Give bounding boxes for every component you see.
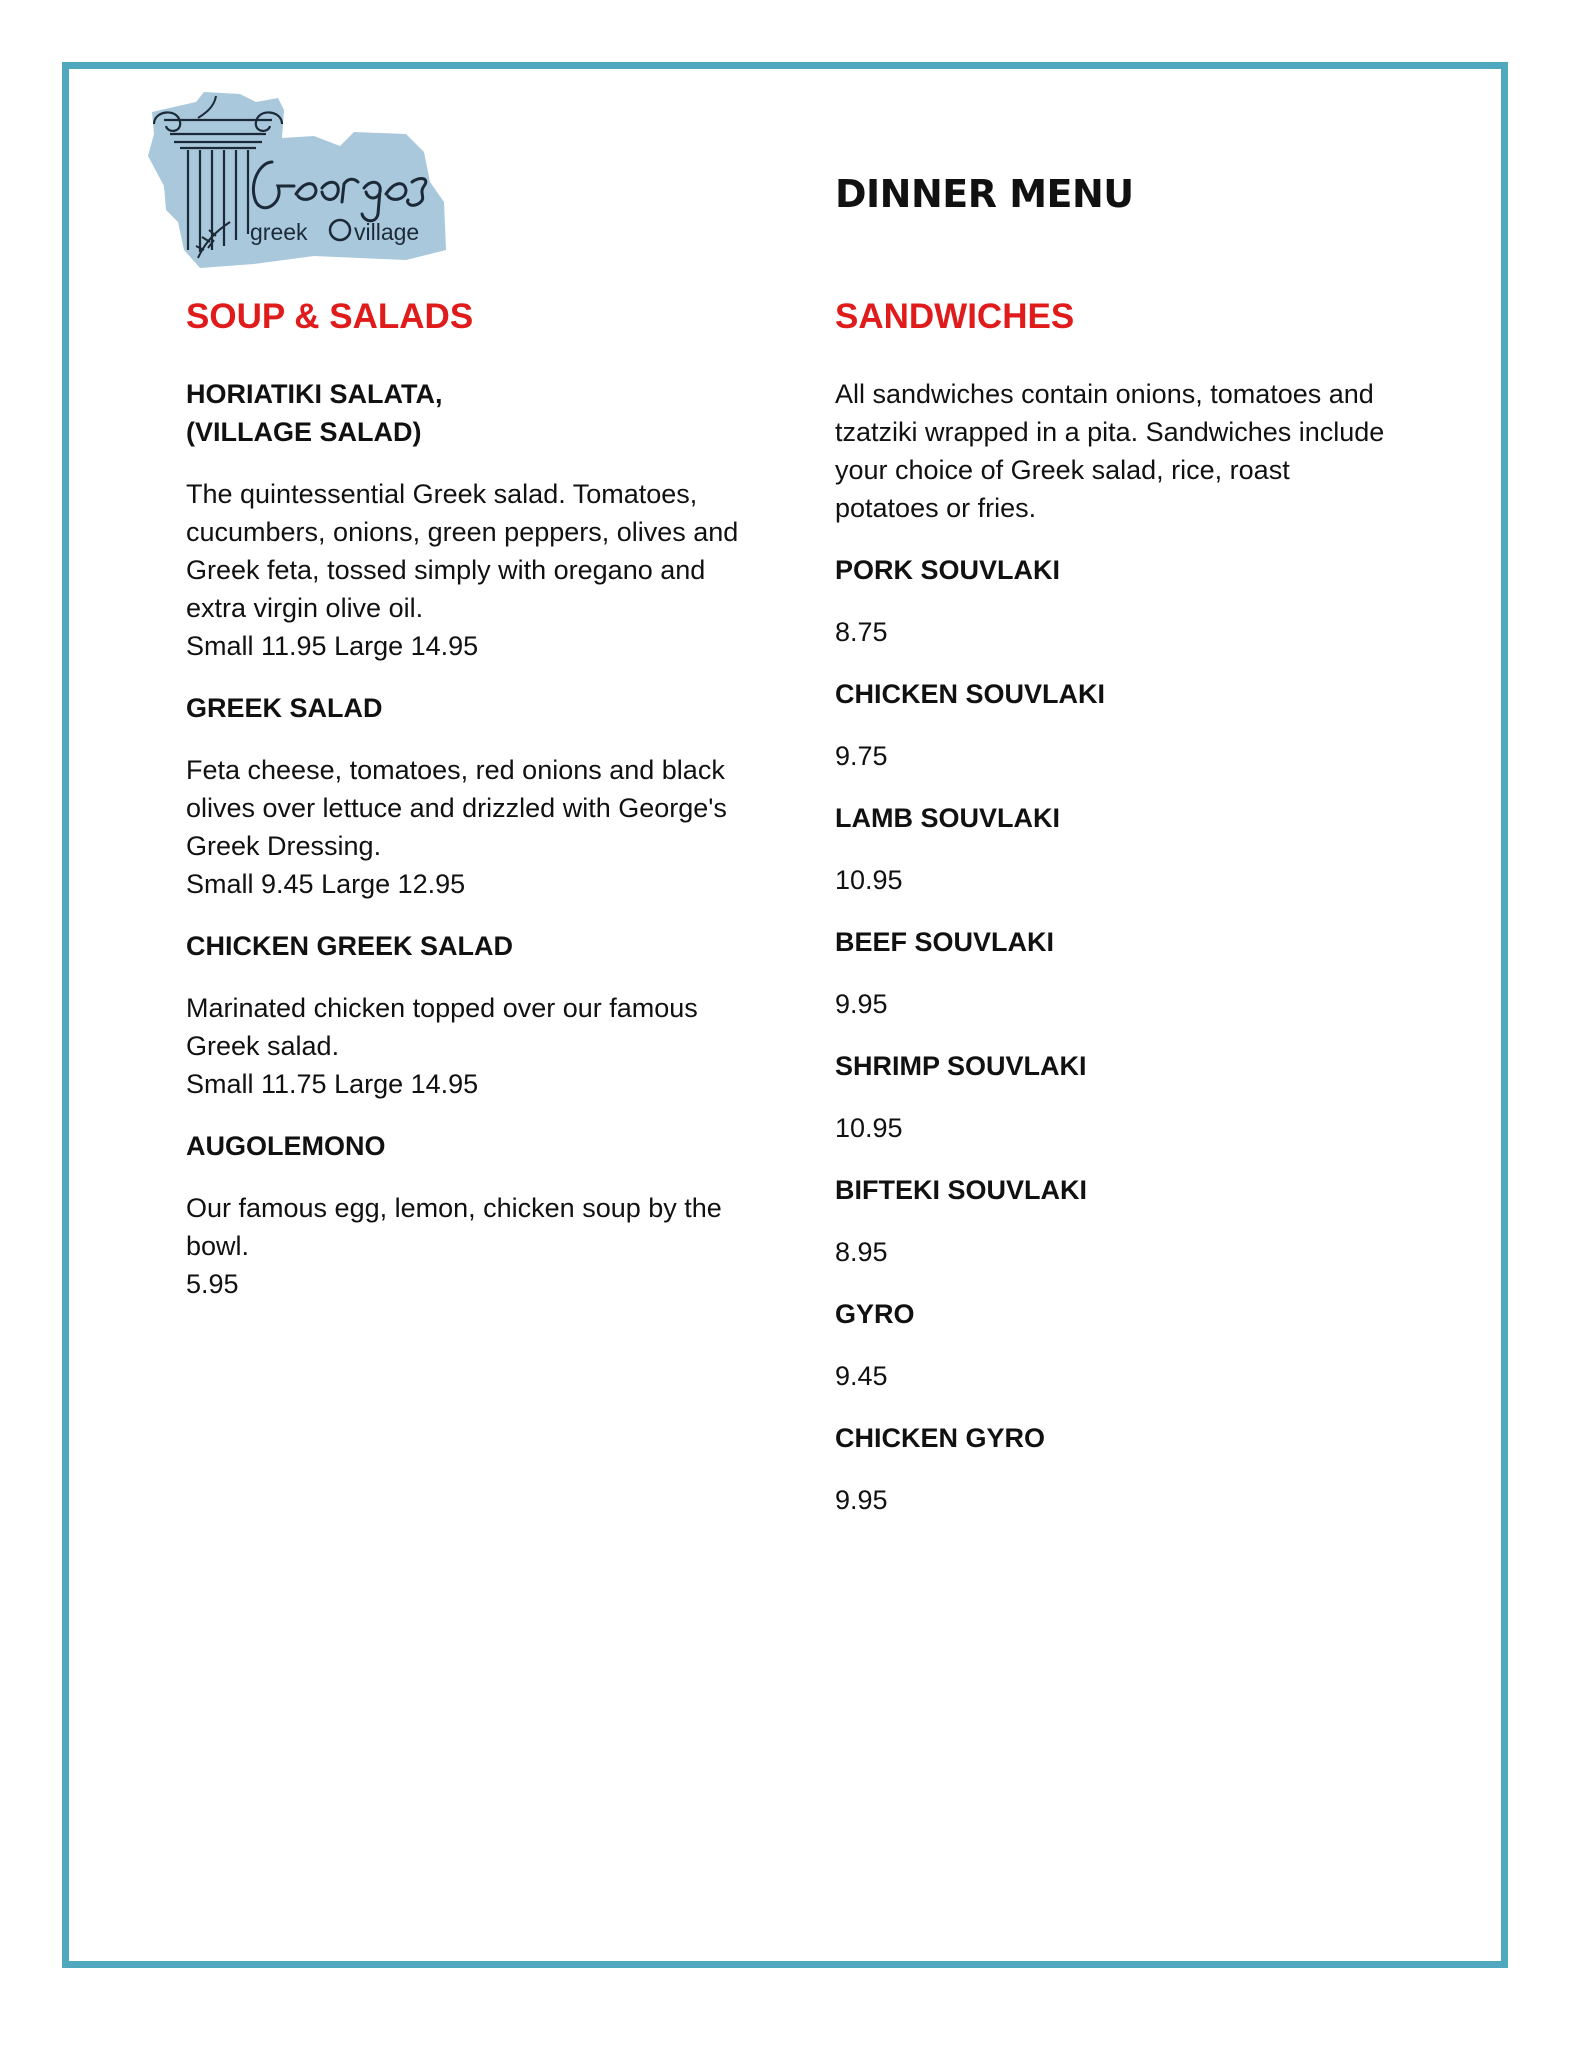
item-name: PORK SOUVLAKI xyxy=(835,555,1061,585)
georges-logo xyxy=(144,90,454,270)
item-price: 8.75 xyxy=(835,617,888,647)
menu-item-augolemono xyxy=(186,1127,746,1303)
item-name: GREEK SALAD xyxy=(186,693,383,723)
item-name: SHRIMP SOUVLAKI xyxy=(835,1051,1087,1081)
item-price: Small 11.75 Large 14.95 xyxy=(186,1069,479,1099)
menu-item xyxy=(835,1295,1395,1395)
menu-item xyxy=(835,675,1395,775)
menu-item xyxy=(835,1047,1395,1147)
item-price: 10.95 xyxy=(835,865,903,895)
item-price: 8.95 xyxy=(835,1237,888,1267)
menu-item xyxy=(835,923,1395,1023)
sandwiches-section xyxy=(835,293,1395,1543)
item-name: CHICKEN SOUVLAKI xyxy=(835,679,1106,709)
item-name: BIFTEKI SOUVLAKI xyxy=(835,1175,1088,1205)
soup-salads-section xyxy=(186,293,746,1327)
section-title-soup-salads: SOUP & SALADS xyxy=(186,297,474,336)
item-price: 9.95 xyxy=(835,989,888,1019)
sandwiches-intro: All sandwiches contain onions, tomatoes and tzatziki wrapped in a pita. Sandwiches include your choice of Greek salad, rice, roast potatoes or fries. xyxy=(835,379,1385,523)
item-name: AUGOLEMONO xyxy=(186,1131,386,1161)
item-description: The quintessential Greek salad. Tomatoes, cucumbers, onions, green peppers, olives and Greek feta, tossed simply with oregano and extra virgin olive oil. xyxy=(186,479,739,623)
section-title-sandwiches: SANDWICHES xyxy=(835,297,1075,336)
item-description: Marinated chicken topped over our famous Greek salad. xyxy=(186,993,698,1061)
logo-tagline-village: village xyxy=(354,219,420,245)
item-name: LAMB SOUVLAKI xyxy=(835,803,1060,833)
item-description: Our famous egg, lemon, chicken soup by the bowl. xyxy=(186,1193,722,1261)
item-name-line-2: (VILLAGE SALAD) xyxy=(186,417,422,447)
item-price: Small 11.95 Large 14.95 xyxy=(186,631,479,661)
page-title: DINNER MENU xyxy=(835,172,1134,216)
item-price: 10.95 xyxy=(835,1113,903,1143)
menu-item xyxy=(835,551,1395,651)
item-name: GYRO xyxy=(835,1299,915,1329)
item-name: BEEF SOUVLAKI xyxy=(835,927,1055,957)
menu-item-greek-salad xyxy=(186,689,746,903)
item-price: 5.95 xyxy=(186,1269,239,1299)
menu-item-horiatiki-salata xyxy=(186,375,746,665)
item-description: Feta cheese, tomatoes, red onions and black olives over lettuce and drizzled with George's Greek Dressing. xyxy=(186,755,727,861)
menu-item xyxy=(835,1171,1395,1271)
item-name: CHICKEN GREEK SALAD xyxy=(186,931,514,961)
logo-tagline-greek: greek xyxy=(250,219,308,245)
item-price: 9.45 xyxy=(835,1361,888,1391)
item-name xyxy=(186,375,746,451)
item-name-line-1: HORIATIKI SALATA, xyxy=(186,379,443,409)
item-price: 9.75 xyxy=(835,741,888,771)
item-price: Small 9.45 Large 12.95 xyxy=(186,869,466,899)
menu-item xyxy=(835,1419,1395,1519)
menu-item xyxy=(835,799,1395,899)
item-price: 9.95 xyxy=(835,1485,888,1515)
menu-item-chicken-greek-salad xyxy=(186,927,746,1103)
item-name: CHICKEN GYRO xyxy=(835,1423,1046,1453)
